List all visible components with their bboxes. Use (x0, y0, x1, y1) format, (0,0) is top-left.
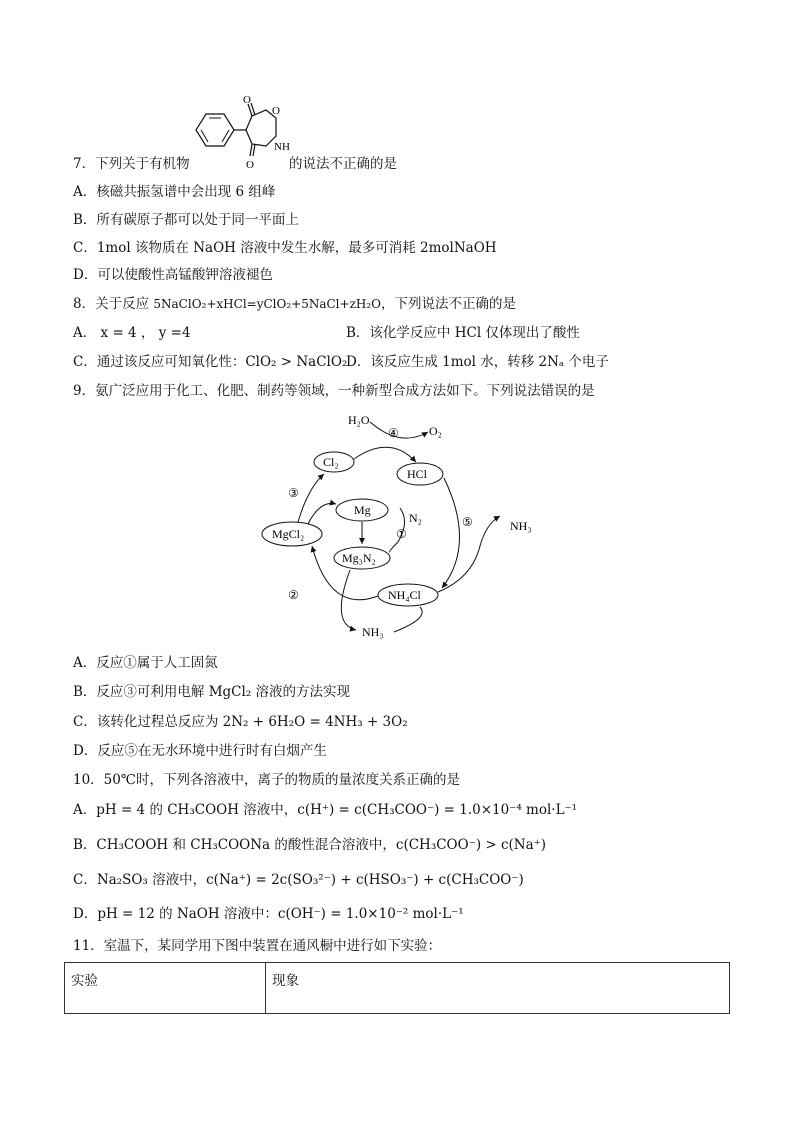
q8-option-b: B．该化学反应中 HCl 仅体现出了酸性 (346, 325, 580, 341)
table-row (65, 963, 730, 1014)
q7-option-d: D．可以使酸性高锰酸钾溶液褪色 (73, 267, 273, 283)
q9-cycle-diagram (250, 404, 560, 644)
diagram-hcl: HCl (407, 467, 428, 481)
q7-structure (190, 92, 290, 180)
q8-equation: 5NaClO₂+xHCl=yClO₂+5NaCl+zH₂O (153, 297, 382, 311)
q7-struct-o3: O (246, 159, 254, 171)
diagram-mg: Mg (354, 503, 371, 517)
diagram-nh3-bottom: NH₃ (362, 625, 384, 639)
q7-option-c: C．1mol 该物质在 NaOH 溶液中发生水解，最多可消耗 2molNaOH (73, 240, 497, 256)
diagram-nh3-right: NH₃ (510, 519, 532, 533)
diagram-mg3n2: Mg₃N₂ (342, 551, 376, 565)
diagram-step1: ① (396, 527, 407, 541)
q10-option-d: D．pH = 12 的 NaOH 溶液中：c(OH⁻) = 1.0×10⁻² mol·L⁻¹ (73, 906, 464, 922)
q9-option-a: A．反应①属于人工固氮 (73, 655, 218, 671)
q7-option-b: B．所有碳原子都可以处于同一平面上 (73, 212, 299, 228)
q11-experiment-table (64, 962, 730, 1014)
q9-option-c: C．该转化过程总反应为 2N₂ + 6H₂O = 4NH₃ + 3O₂ (73, 714, 408, 730)
diagram-step5: ⑤ (462, 515, 473, 529)
q10-option-c: C．Na₂SO₃ 溶液中，c(Na⁺) = 2c(SO₃²⁻) + c(HSO₃⁻) + c(CH₃COO⁻) (73, 872, 524, 888)
diagram-n2: N₂ (409, 511, 422, 525)
diagram-h2o: H₂O (348, 413, 370, 427)
table-header-experiment: 实验 (65, 963, 266, 1014)
q9-option-b: B．反应③可利用电解 MgCl₂ 溶液的方法实现 (73, 684, 351, 700)
q7-option-a: A．核磁共振氢谱中会出现 6 组峰 (73, 184, 276, 200)
q8-stem-prefix: 8．关于反应 (73, 296, 154, 312)
q9-option-d: D．反应⑤在无水环境中进行时有白烟产生 (73, 743, 327, 759)
q7-struct-nh: NH (274, 141, 290, 153)
q10-option-b: B．CH₃COOH 和 CH₃COONa 的酸性混合溶液中，c(CH₃COO⁻) > c(Na⁺) (73, 837, 547, 853)
q8-option-d: D．该反应生成 1mol 水，转移 2Nₐ 个电子 (346, 354, 609, 370)
diagram-mgcl2: MgCl₂ (272, 527, 305, 541)
q7-stem-prefix: 7．下列关于有机物 (73, 156, 190, 172)
q7-struct-o1: O (243, 94, 251, 106)
q8-option-c: C．通过该反应可知氧化性：ClO₂ > NaClO₂ (73, 354, 348, 370)
table-header-phenomenon: 现象 (266, 963, 730, 1014)
diagram-step4: ④ (388, 426, 399, 440)
q8-option-a: A． x = 4 ， y =4 (73, 325, 191, 341)
diagram-o2: O₂ (429, 424, 442, 438)
diagram-cl2: Cl₂ (323, 455, 339, 469)
q10-stem: 10．50℃时，下列各溶液中，离子的物质的量浓度关系正确的是 (73, 772, 460, 788)
q8-stem-suffix: ，下列说法不正确的是 (381, 296, 517, 312)
q7-stem-suffix: 的说法不正确的是 (289, 156, 397, 172)
q11-stem: 11．室温下，某同学用下图中装置在通风橱中进行如下实验： (73, 938, 442, 954)
q8-stem (73, 295, 516, 313)
diagram-step2: ② (288, 588, 299, 602)
q7-struct-o2: O (272, 105, 280, 117)
diagram-step3: ③ (288, 486, 299, 500)
q10-option-a: A．pH = 4 的 CH₃COOH 溶液中，c(H⁺) = c(CH₃COO⁻) = 1.0×10⁻⁴ mol·L⁻¹ (73, 802, 578, 818)
diagram-nh4cl: NH₄Cl (388, 588, 421, 602)
q9-stem: 9．氨广泛应用于化工、化肥、制药等领域，一种新型合成方法如下。下列说法错误的是 (73, 383, 595, 399)
